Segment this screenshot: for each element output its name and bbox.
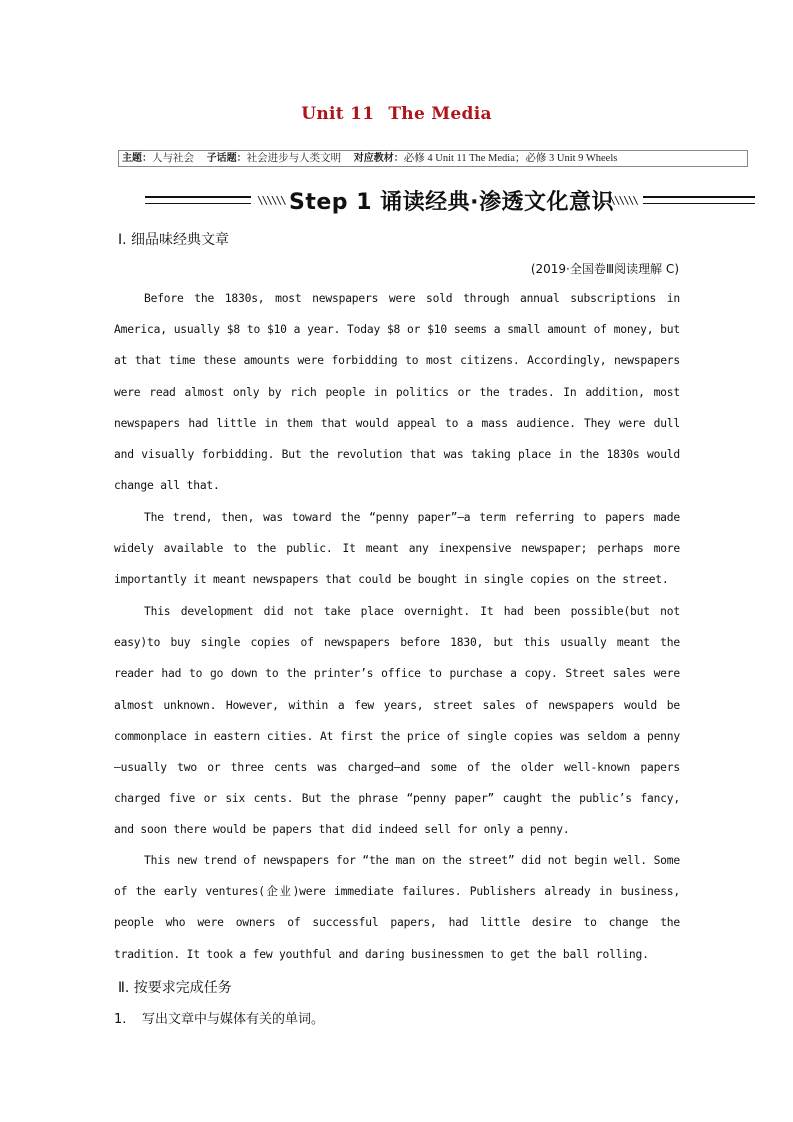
- task-item-1: [114, 1008, 324, 1027]
- theme-label: 主题：: [122, 153, 152, 164]
- step-hatch-right: \\\\\\: [609, 194, 637, 207]
- textbook-value: 必修 4 Unit 11 The Media；必修 3 Unit 9 Wheels: [403, 153, 618, 164]
- paragraph-2: The trend, then, was toward the “penny paper”—a term referring to papers made widely available to the public. It meant any inexpensive newspaper; perhaps more importantly it meant newspapers that could be bought in single copies on the street.: [114, 511, 680, 587]
- paragraph-1: Before the 1830s, most newspapers were sold through annual subscriptions in America, usually $8 to $10 a year. Today $8 or $10 seems a small amount of money, but at that time these amounts were forbidding to most citizens. Accordingly, newspapers were read almost only by rich people in politics or the trades. In addition, most newspapers had little in them that would appeal to a mass audience. They were dull and visually forbidding. But the revolution that was taking place in the 1830s would change all that.: [114, 292, 680, 493]
- subtopic-label: 子话题：: [206, 153, 247, 164]
- step-rule-left: [145, 196, 251, 204]
- step-heading: [145, 183, 755, 219]
- section-heading-2: Ⅱ. 按要求完成任务: [118, 980, 232, 996]
- step-title: Step 1 诵读经典·渗透文化意识: [289, 190, 615, 215]
- source-citation: (2019·全国卷Ⅲ阅读理解 C): [530, 262, 679, 276]
- task-number: 1.: [114, 1012, 127, 1027]
- section-heading-1: Ⅰ. 细品味经典文章: [118, 232, 230, 248]
- unit-name: The Media: [388, 104, 492, 124]
- step-hatch-left: \\\\\\: [257, 194, 285, 207]
- page-title: [0, 104, 793, 124]
- topic-bar: [118, 150, 748, 167]
- textbook-label: 对应教材：: [353, 153, 404, 164]
- unit-number: Unit 11: [301, 104, 375, 124]
- task-text: 写出文章中与媒体有关的单词。: [142, 1012, 325, 1027]
- paragraph-3: This development did not take place overnight. It had been possible(but not easy)to buy single copies of newspapers before 1830, but this usually meant the reader had to go down to the printer’s office to purchase a copy. Street sales were almost unknown. However, within a few years, street sales of newspapers would be commonplace in eastern cities. At first the price of single copies was seldom a penny—usually two or three cents was charged—and some of the older well-known papers charged five or six cents. But the phrase “penny paper” caught the public’s fancy, and soon there would be papers that did indeed sell for only a penny.: [114, 605, 680, 837]
- theme-value: 人与社会: [152, 153, 194, 164]
- step-rule-right: [643, 196, 755, 204]
- subtopic-value: 社会进步与人类文明: [246, 153, 342, 164]
- paragraph-4: This new trend of newspapers for “the man on the street” did not begin well. Some of the early ventures(企业)were immediate failures. Publishers already in business, people who were owners of successful papers, had little desire to change the tradition. It took a few youthful and daring businessmen to get the ball rolling.: [114, 854, 680, 961]
